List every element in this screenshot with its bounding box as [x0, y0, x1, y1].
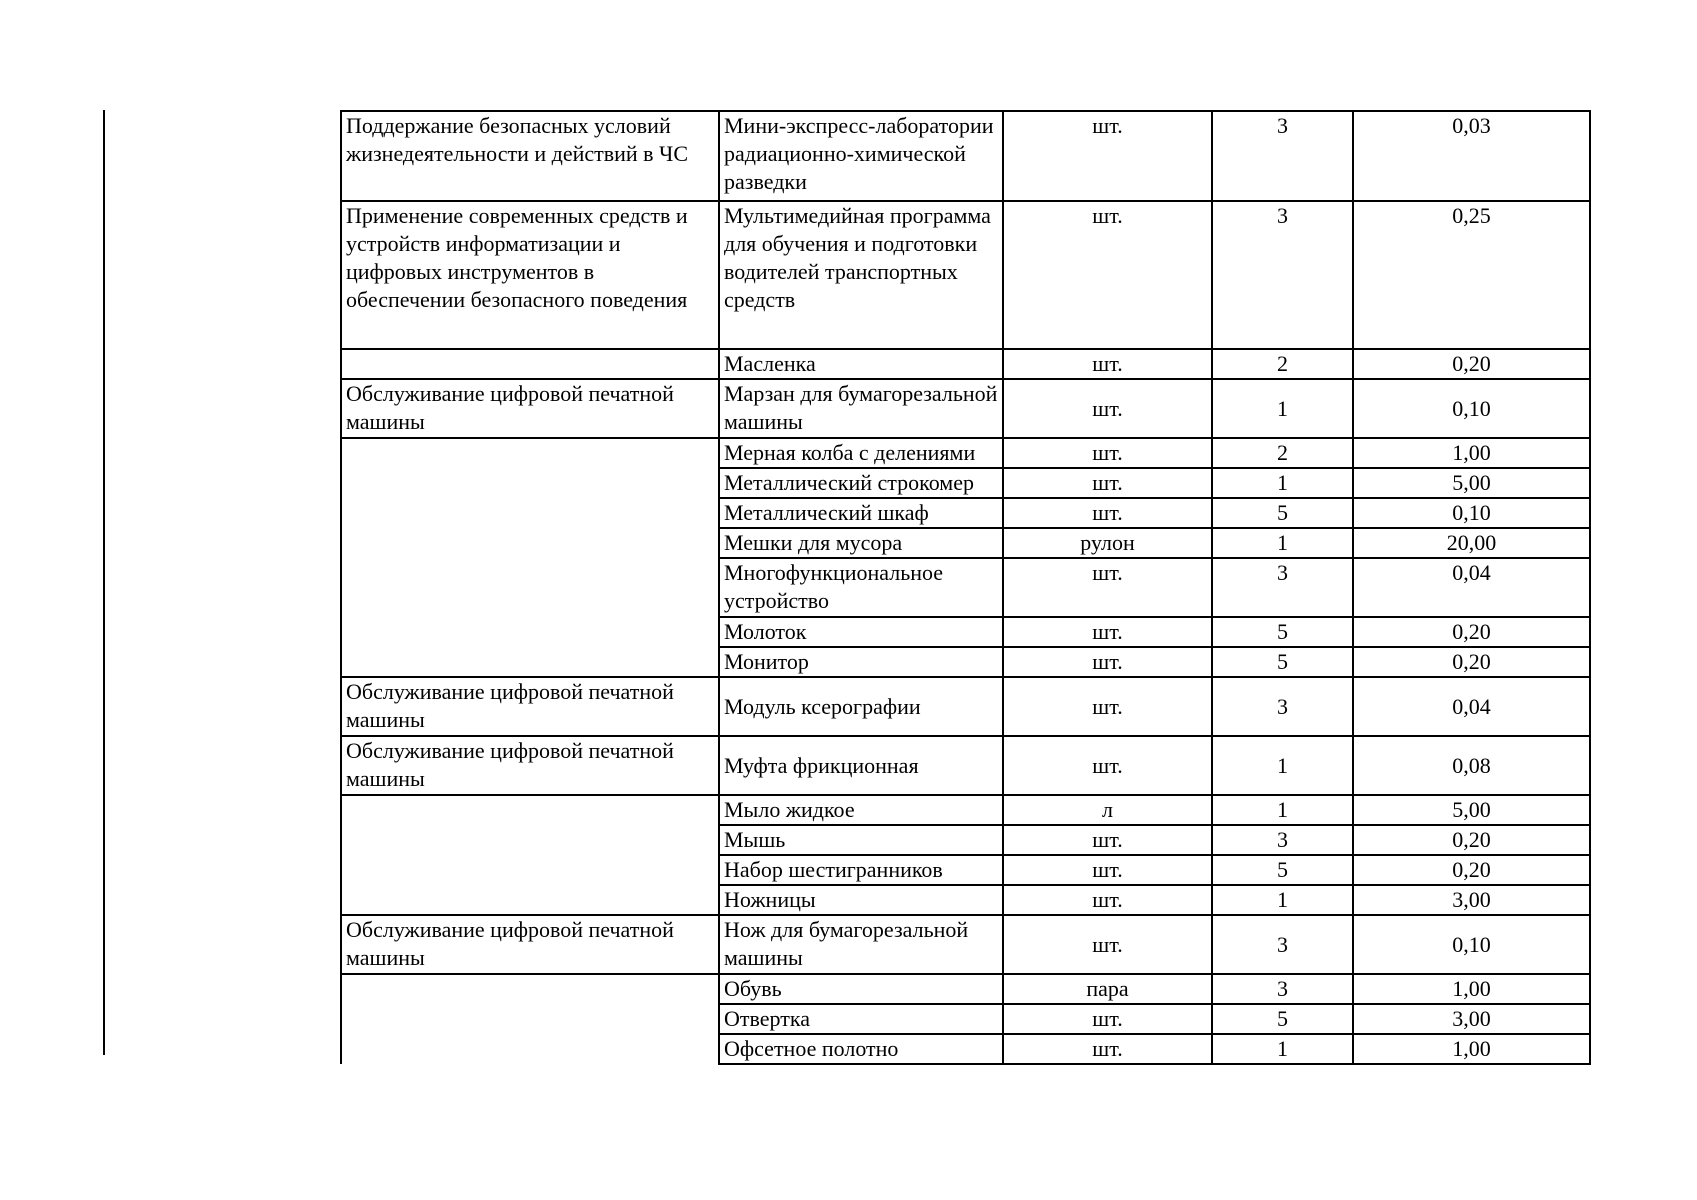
- norm-cell: 0,10: [1353, 379, 1590, 438]
- unit-cell: шт.: [1003, 885, 1212, 915]
- unit-cell: шт.: [1003, 855, 1212, 885]
- norm-cell: 0,04: [1353, 558, 1590, 617]
- qty-cell: 1: [1212, 885, 1353, 915]
- norm-cell: 0,04: [1353, 677, 1590, 736]
- unit-cell: шт.: [1003, 736, 1212, 795]
- qty-cell: 1: [1212, 795, 1353, 825]
- area-cell: Обслуживание цифровой печатной машины: [341, 379, 719, 438]
- norm-cell: 0,20: [1353, 617, 1590, 647]
- qty-cell: 3: [1212, 201, 1353, 349]
- unit-cell: рулон: [1003, 528, 1212, 558]
- norm-cell: 1,00: [1353, 438, 1590, 468]
- norm-cell: 0,03: [1353, 111, 1590, 201]
- unit-cell: шт.: [1003, 915, 1212, 974]
- table-row: [341, 111, 1590, 201]
- unit-cell: л: [1003, 795, 1212, 825]
- qty-cell: 5: [1212, 1004, 1353, 1034]
- unit-cell: шт.: [1003, 1004, 1212, 1034]
- item-cell: Металлический шкаф: [719, 498, 1003, 528]
- norm-cell: 3,00: [1353, 885, 1590, 915]
- unit-cell: шт.: [1003, 825, 1212, 855]
- item-cell: Нож для бумагорезальной машины: [719, 915, 1003, 974]
- unit-cell: шт.: [1003, 438, 1212, 468]
- item-cell: Мешки для мусора: [719, 528, 1003, 558]
- table-row: [341, 677, 1590, 736]
- item-cell: Модуль ксерографии: [719, 677, 1003, 736]
- qty-cell: 3: [1212, 825, 1353, 855]
- qty-cell: 5: [1212, 617, 1353, 647]
- qty-cell: 3: [1212, 111, 1353, 201]
- area-cell: Применение современных средств и устройств информатизации и цифровых инструментов в обеспечении безопасного поведения: [341, 201, 719, 349]
- qty-cell: 5: [1212, 647, 1353, 677]
- table-row: [341, 349, 1590, 379]
- item-cell: Металлический строкомер: [719, 468, 1003, 498]
- unit-cell: шт.: [1003, 111, 1212, 201]
- area-cell: [341, 438, 719, 677]
- table-row: [341, 438, 1590, 468]
- norm-cell: 0,20: [1353, 349, 1590, 379]
- table-row: [341, 795, 1590, 825]
- qty-cell: 3: [1212, 915, 1353, 974]
- left-margin-rule: [103, 110, 105, 1055]
- item-cell: Масленка: [719, 349, 1003, 379]
- item-cell: Мышь: [719, 825, 1003, 855]
- qty-cell: 1: [1212, 1034, 1353, 1064]
- unit-cell: пара: [1003, 974, 1212, 1004]
- item-cell: Офсетное полотно: [719, 1034, 1003, 1064]
- equipment-table: [340, 110, 1591, 1065]
- item-cell: Многофункциональное устройство: [719, 558, 1003, 617]
- norm-cell: 0,10: [1353, 498, 1590, 528]
- unit-cell: шт.: [1003, 498, 1212, 528]
- area-cell: Поддержание безопасных условий жизнедеятельности и действий в ЧС: [341, 111, 719, 201]
- table-row: [341, 201, 1590, 349]
- unit-cell: шт.: [1003, 468, 1212, 498]
- table-row: [341, 736, 1590, 795]
- norm-cell: 20,00: [1353, 528, 1590, 558]
- qty-cell: 1: [1212, 528, 1353, 558]
- item-cell: Отвертка: [719, 1004, 1003, 1034]
- area-cell: [341, 974, 719, 1064]
- qty-cell: 3: [1212, 677, 1353, 736]
- qty-cell: 1: [1212, 736, 1353, 795]
- norm-cell: 0,10: [1353, 915, 1590, 974]
- norm-cell: 0,20: [1353, 855, 1590, 885]
- qty-cell: 2: [1212, 349, 1353, 379]
- item-cell: Набор шестигранников: [719, 855, 1003, 885]
- unit-cell: шт.: [1003, 379, 1212, 438]
- norm-cell: 1,00: [1353, 1034, 1590, 1064]
- norm-cell: 0,20: [1353, 825, 1590, 855]
- qty-cell: 1: [1212, 379, 1353, 438]
- item-cell: Монитор: [719, 647, 1003, 677]
- item-cell: Марзан для бумагорезальной машины: [719, 379, 1003, 438]
- norm-cell: 1,00: [1353, 974, 1590, 1004]
- qty-cell: 5: [1212, 855, 1353, 885]
- item-cell: Мерная колба с делениями: [719, 438, 1003, 468]
- area-cell: [341, 349, 719, 379]
- qty-cell: 3: [1212, 558, 1353, 617]
- item-cell: Мультимедийная программа для обучения и подготовки водителей транспортных средств: [719, 201, 1003, 349]
- qty-cell: 1: [1212, 468, 1353, 498]
- area-cell: Обслуживание цифровой печатной машины: [341, 915, 719, 974]
- table-row: [341, 915, 1590, 974]
- area-cell: Обслуживание цифровой печатной машины: [341, 677, 719, 736]
- unit-cell: шт.: [1003, 558, 1212, 617]
- item-cell: Обувь: [719, 974, 1003, 1004]
- unit-cell: шт.: [1003, 201, 1212, 349]
- qty-cell: 5: [1212, 498, 1353, 528]
- unit-cell: шт.: [1003, 617, 1212, 647]
- item-cell: Ножницы: [719, 885, 1003, 915]
- item-cell: Муфта фрикционная: [719, 736, 1003, 795]
- item-cell: Молоток: [719, 617, 1003, 647]
- norm-cell: 0,25: [1353, 201, 1590, 349]
- item-cell: Мыло жидкое: [719, 795, 1003, 825]
- unit-cell: шт.: [1003, 647, 1212, 677]
- unit-cell: шт.: [1003, 1034, 1212, 1064]
- unit-cell: шт.: [1003, 349, 1212, 379]
- norm-cell: 0,08: [1353, 736, 1590, 795]
- norm-cell: 5,00: [1353, 468, 1590, 498]
- area-cell: [341, 795, 719, 915]
- norm-cell: 3,00: [1353, 1004, 1590, 1034]
- qty-cell: 3: [1212, 974, 1353, 1004]
- item-cell: Мини-экспресс-лаборатории радиационно-химической разведки: [719, 111, 1003, 201]
- qty-cell: 2: [1212, 438, 1353, 468]
- unit-cell: шт.: [1003, 677, 1212, 736]
- norm-cell: 0,20: [1353, 647, 1590, 677]
- table-row: [341, 379, 1590, 438]
- area-cell: Обслуживание цифровой печатной машины: [341, 736, 719, 795]
- norm-cell: 5,00: [1353, 795, 1590, 825]
- table-row: [341, 974, 1590, 1004]
